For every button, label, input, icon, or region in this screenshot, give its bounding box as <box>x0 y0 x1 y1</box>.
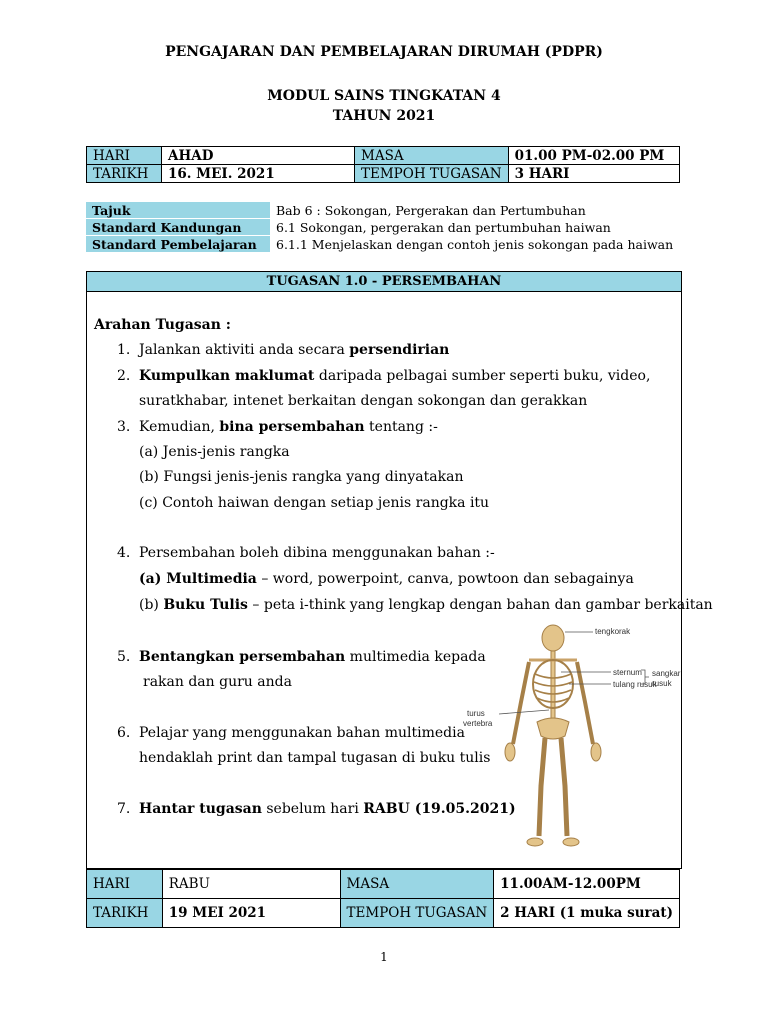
label-tengkorak: tengkorak <box>595 627 631 636</box>
item-4-sub-b: (b) Buku Tulis – peta i-think yang lengkap dengan bahan dan gambar berkaitan <box>139 597 713 613</box>
item-2-text-cont: suratkhabar, intenet berkaitan dengan sokongan dan gerakkan <box>139 393 588 409</box>
item-5-text-cont: rakan dan guru anda <box>143 674 292 690</box>
tempoh-label: TEMPOH TUGASAN <box>355 165 509 183</box>
bottom-tarikh-value: 19 MEI 2021 <box>162 899 340 928</box>
label-sternum: sternum <box>613 668 642 677</box>
item-3-sub-a: (a) Jenis-jenis rangka <box>139 444 290 460</box>
label-vertebra: vertebra <box>463 719 493 728</box>
label-rusuk: rusuk <box>652 679 672 688</box>
bottom-masa-value: 11.00AM-12.00PM <box>494 870 680 899</box>
item-3-sub-b: (b) Fungsi jenis-jenis rangka yang dinyatakan <box>139 469 464 485</box>
item-1-text: Jalankan aktiviti anda secara persendirian <box>139 342 450 358</box>
item-2-text: Kumpulkan maklumat daripada pelbagai sumber seperti buku, video, <box>139 368 651 384</box>
label-tulang-rusuk: tulang rusuk <box>613 680 657 689</box>
module-title: MODUL SAINS TINGKATAN 4 <box>267 88 501 104</box>
item-4-text: Persembahan boleh dibina menggunakan bahan :- <box>139 545 495 561</box>
skeleton-diagram <box>463 622 681 858</box>
tempoh-value: 3 HARI <box>508 165 679 183</box>
item-6-text-cont: hendaklah print dan tampal tugasan di buku tulis <box>139 750 491 766</box>
task-box <box>86 271 713 869</box>
bottom-masa-label: MASA <box>340 870 494 899</box>
item-6-number: 6. <box>117 725 131 741</box>
lesson-info-table <box>86 202 686 253</box>
standard-pembelajaran-value: 6.1.1 Menjelaskan dengan contoh jenis sokongan pada haiwan <box>276 236 674 252</box>
item-7-number: 7. <box>117 801 131 817</box>
page-number: 1 <box>380 950 388 964</box>
hari-label: HARI <box>87 147 162 165</box>
hari-value: AHAD <box>162 147 355 165</box>
task-title: TUGASAN 1.0 - PERSEMBAHAN <box>87 272 681 292</box>
item-1-number: 1. <box>117 342 131 358</box>
pelvis-shape <box>537 718 569 739</box>
bottom-hari-value: RABU <box>162 870 340 899</box>
bottom-schedule-table <box>86 869 680 928</box>
item-7-text: Hantar tugasan sebelum hari RABU (19.05.2021) <box>139 801 516 817</box>
bottom-hari-label: HARI <box>87 870 163 899</box>
bottom-tempoh-value: 2 HARI (1 muka surat) <box>494 899 680 928</box>
bottom-tempoh-label: TEMPOH TUGASAN <box>340 899 494 928</box>
tajuk-value: Bab 6 : Sokongan, Pergerakan dan Pertumbuhan <box>276 202 586 218</box>
standard-kandungan-label: Standard Kandungan <box>86 219 270 236</box>
tarikh-label: TARIKH <box>87 165 162 183</box>
item-2-number: 2. <box>117 368 131 384</box>
item-4-sub-a: (a) Multimedia – word, powerpoint, canva, powtoon dan sebagainya <box>139 571 634 587</box>
standard-kandungan-value: 6.1 Sokongan, pergerakan dan pertumbuhan haiwan <box>276 219 611 235</box>
item-3-text: Kemudian, bina persembahan tentang :- <box>139 419 438 435</box>
bottom-tarikh-label: TARIKH <box>87 899 163 928</box>
module-year: TAHUN 2021 <box>332 108 436 124</box>
standard-pembelajaran-label: Standard Pembelajaran <box>86 236 270 253</box>
arahan-heading: Arahan Tugasan : <box>94 317 231 333</box>
item-4-number: 4. <box>117 545 131 561</box>
top-schedule-table <box>86 146 680 183</box>
skeleton-figure <box>505 625 601 846</box>
item-3-number: 3. <box>117 419 131 435</box>
tarikh-value: 16. MEI. 2021 <box>162 165 355 183</box>
item-5-text: Bentangkan persembahan multimedia kepada <box>139 649 486 665</box>
document-title: PENGAJARAN DAN PEMBELAJARAN DIRUMAH (PDPR) <box>165 44 603 60</box>
spine-shape <box>551 651 555 729</box>
masa-label: MASA <box>355 147 509 165</box>
label-turus: turus <box>467 709 485 718</box>
label-sangkar: sangkar <box>652 669 681 678</box>
masa-value: 01.00 PM-02.00 PM <box>508 147 679 165</box>
item-5-number: 5. <box>117 649 131 665</box>
item-6-text: Pelajar yang menggunakan bahan multimedia <box>139 725 465 741</box>
skull-shape <box>542 625 564 651</box>
tajuk-label: Tajuk <box>86 202 270 219</box>
item-3-sub-c: (c) Contoh haiwan dengan setiap jenis rangka itu <box>139 495 490 511</box>
